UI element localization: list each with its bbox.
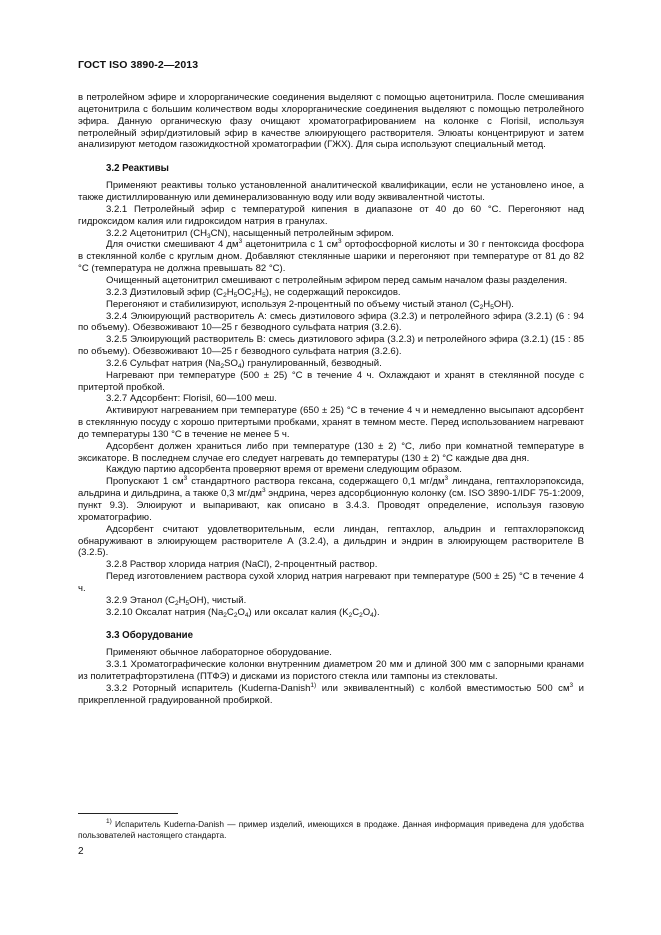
- document-header: ГОСТ ISO 3890-2—2013: [78, 59, 199, 71]
- clause-3-2-6: 3.2.6 Сульфат натрия $(Na_2SO_4)$ гранулированный, безводный.: [106, 357, 382, 370]
- clause-3-3-2: 3.3.2 Роторный испаритель (Kuderna-Danish$^{1)}$ или эквивалентный) с колбой вместимостью 500 $см^3$ и прикрепленной градуированной пробиркой.: [78, 681, 584, 706]
- clause-3-2-10: 3.2.10 Оксалат натрия $(Na_2C_2O_4)$ или оксалат калия $(K_2C_2O_4)$.: [106, 606, 380, 619]
- paragraph: Применяют реактивы только установленной аналитической квалификации, если не установлено иное, а также дистиллированную или деминерализованную воду или воду эквивалентной чистоты.: [78, 180, 584, 204]
- paragraph: Пропускают 1 $см^3$ стандартного раствора гексана, содержащего 0,1 $мг/дм^3$ линдана, гептахлорэпоксида, альдрина и дильдрина, а также 0,3 $мг/дм^3$ эндрина, через адсорбционную колонку (см. ISO 3890-1/IDF 75-1:2009, пункт 9.3). Элюируют и выпаривают, как описано в 3.4.3. Проводят определение, используя газовую хроматографию.: [78, 475, 585, 523]
- clause-3-2-3: 3.2.3 Диэтиловый эфир $(C_2H_5OC_2H_5)$, не содержащий пероксидов.: [106, 286, 401, 299]
- clause-3-2-2: 3.2.2 Ацетонитрил $(CH_3CN)$, насыщенный петролейным эфиром.: [106, 227, 394, 240]
- clause-3-2-4: 3.2.4 Элюирующий растворитель А: смесь диэтилового эфира (3.2.3) и петролейного эфира (3.2.1) (6 : 94 по объему). Обезвоживают 10—25 г безводного сульфата натрия (3.2.6).: [78, 310, 584, 334]
- paragraph: Для очистки смешивают 4 $дм^3$ ацетонитрила с 1 $см^3$ ортофосфорной кислоты и 30 г пентоксида фосфора в стеклянной колбе с круглым дном. Добавляют стеклянные шарики и перегоняют при температуре от 81 до 82 °С (температура не должна превышать 82 °С).: [78, 238, 584, 275]
- paragraph: Каждую партию адсорбента проверяют время от времени следующим образом.: [106, 464, 462, 476]
- clause-3-2-9: 3.2.9 Этанол $(C_2H_5OH)$, чистый.: [106, 594, 247, 607]
- document-body: [78, 92, 584, 707]
- footnote-reference: 1): [310, 681, 317, 689]
- footnote-mark: 1): [106, 818, 112, 825]
- page-number: 2: [78, 846, 84, 857]
- paragraph: Очищенный ацетонитрил смешивают с петролейным эфиром перед самым началом фазы разделения.: [106, 274, 568, 286]
- paragraph: Перегоняют и стабилизируют, используя 2-процентный по объему чистый этанол $(C_2H_5OH)$.: [106, 298, 514, 311]
- paragraph: Активируют нагреванием при температуре (650 ± 25) °С в течение 4 ч и немедленно высыпают адсорбент в стеклянную посуду с хорошо притертыми пробками, хранят в темном месте. Перед использованием нагревают до температуры 130 °С в течение не менее 5 ч.: [78, 405, 584, 440]
- paragraph: Адсорбент считают удовлетворительным, если линдан, гептахлор, альдрин и гептахлорэпоксид обнаруживают в элюирующем растворителе А (3.2.4), а дильдрин и эндрин в элюирующем растворителе В (3.2.5).: [78, 523, 584, 559]
- footnote-separator: [78, 813, 178, 814]
- paragraph: Нагревают при температуре (500 ± 25) °С в течение 4 ч. Охлаждают и хранят в стеклянной посуде с притертой пробкой.: [78, 369, 584, 393]
- paragraph: Применяют обычное лабораторное оборудование.: [106, 647, 332, 659]
- paragraph: Перед изготовлением раствора сухой хлорид натрия нагревают при температуре (500 ± 25) °С в течение 4 ч.: [78, 571, 584, 594]
- clause-3-2-8: 3.2.8 Раствор хлорида натрия (NaCl), 2-процентный раствор.: [106, 559, 378, 571]
- section-heading-equipment: 3.3 Оборудование: [106, 630, 194, 642]
- clause-3-2-1: 3.2.1 Петролейный эфир с температурой кипения в диапазоне от 40 до 60 °С. Перегоняют над гидроксидом калия или гидроксидом натрия в гранулах.: [78, 203, 584, 227]
- footnote: $^{1)}$ Испаритель Kuderna-Danish — пример изделий, имеющихся в продаже. Данная информация приведена для удобства пользователей настоящего стандарта.: [78, 818, 584, 840]
- clause-3-3-1: 3.3.1 Хроматографические колонки внутренним диаметром 20 мм и длиной 300 мм с запорными кранами из политетрафторэтилена (ПТФЭ) и дисками из пористого стекла или тампоны из стекловаты.: [78, 659, 584, 683]
- clause-3-2-5: 3.2.5 Элюирующий растворитель В: смесь диэтилового эфира (3.2.3) и петролейного эфира (3.2.1) (15 : 85 по объему). Обезвоживают 10—25 г безводного сульфата натрия (3.2.6).: [78, 334, 584, 358]
- intro-paragraph: в петролейном эфире и хлорорганические соединения выделяют с помощью ацетонитрила. После смешивания ацетонитрила с большим количеством воды хлорорганические соединения выделяют с помощью петролейного эфира. Данную органическую фазу очищают хроматографированием на колонке с Florisil, используя петролейный эфир/диэтиловый эфир в качестве элюирующего растворителя. Элюаты концентрируют и затем анализируют методом газожидкостной хроматографии (ГЖХ). Для сыра используют специальный метод.: [78, 92, 584, 151]
- paragraph: Адсорбент должен храниться либо при температуре (130 ± 2) °С, либо при комнатной температуре в эксикаторе. В последнем случае его следует нагревать до температуры (130 ± 2) °С каждые два дня.: [78, 440, 584, 464]
- section-heading-reagents: 3.2 Реактивы: [106, 163, 169, 175]
- clause-3-2-7: 3.2.7 Адсорбент: Florisil, 60—100 меш.: [106, 393, 277, 405]
